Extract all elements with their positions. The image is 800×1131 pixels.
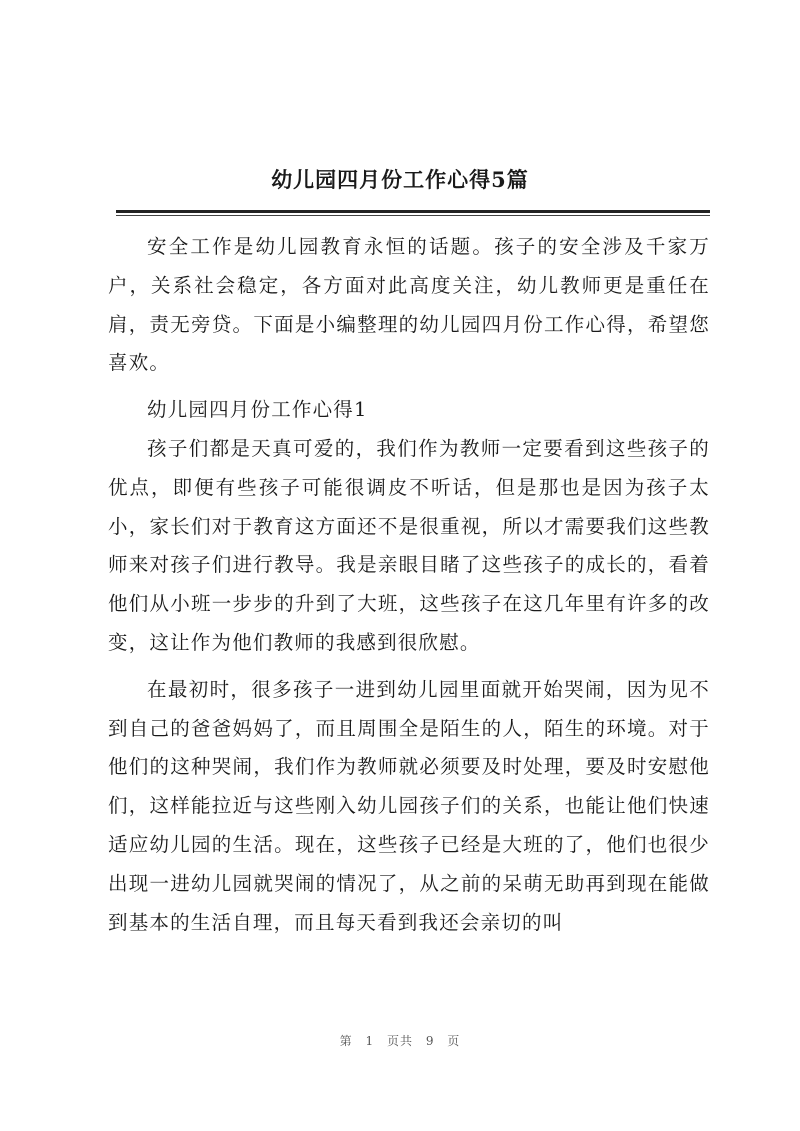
footer-ye: 页	[447, 1034, 461, 1048]
footer-di: 第	[339, 1034, 353, 1048]
document-body	[108, 228, 710, 942]
footer-page-number: 1	[365, 1034, 375, 1048]
title-divider-thin	[116, 215, 710, 216]
document-title: 幼儿园四月份工作心得5篇	[271, 167, 529, 192]
body-paragraph-1: 孩子们都是天真可爱的，我们作为教师一定要看到这些孩子的优点，即便有些孩子可能很调皮不听话，但是那也是因为孩子太小，家长们对于教育这方面还不是很重视，所以才需要我们这些教师来对孩子们进行教导。我是亲眼目睹了这些孩子的成长的，看着他们从小班一步步的升到了大班，这些孩子在这几年里有许多的改变，这让作为他们教师的我感到很欣慰。	[108, 436, 710, 654]
body-paragraph-2: 在最初时，很多孩子一进到幼儿园里面就开始哭闹，因为见不到自己的爸爸妈妈了，而且周围全是陌生的人，陌生的环境。对于他们的这种哭闹，我们作为教师就必须要及时处理，要及时安慰他们，这样能拉近与这些刚入幼儿园孩子们的关系，也能让他们快速适应幼儿园的生活。现在，这些孩子已经是大班的了，他们也很少出现一进幼儿园就哭闹的情况了，从之前的呆萌无助再到现在能做到基本的生活自理，而且每天看到我还会亲切的叫	[108, 677, 710, 934]
footer-ye-gong: 页共	[386, 1034, 413, 1048]
section-heading-1: 幼儿园四月份工作心得1	[147, 398, 368, 422]
footer-total-pages: 9	[425, 1034, 435, 1048]
title-divider-thick	[116, 210, 710, 213]
page-footer	[0, 1032, 800, 1049]
intro-paragraph: 安全工作是幼儿园教育永恒的话题。孩子的安全涉及千家万户，关系社会稳定，各方面对此高度关注，幼儿教师更是重任在肩，责无旁贷。下面是小编整理的幼儿园四月份工作心得，希望您喜欢。	[108, 235, 710, 375]
